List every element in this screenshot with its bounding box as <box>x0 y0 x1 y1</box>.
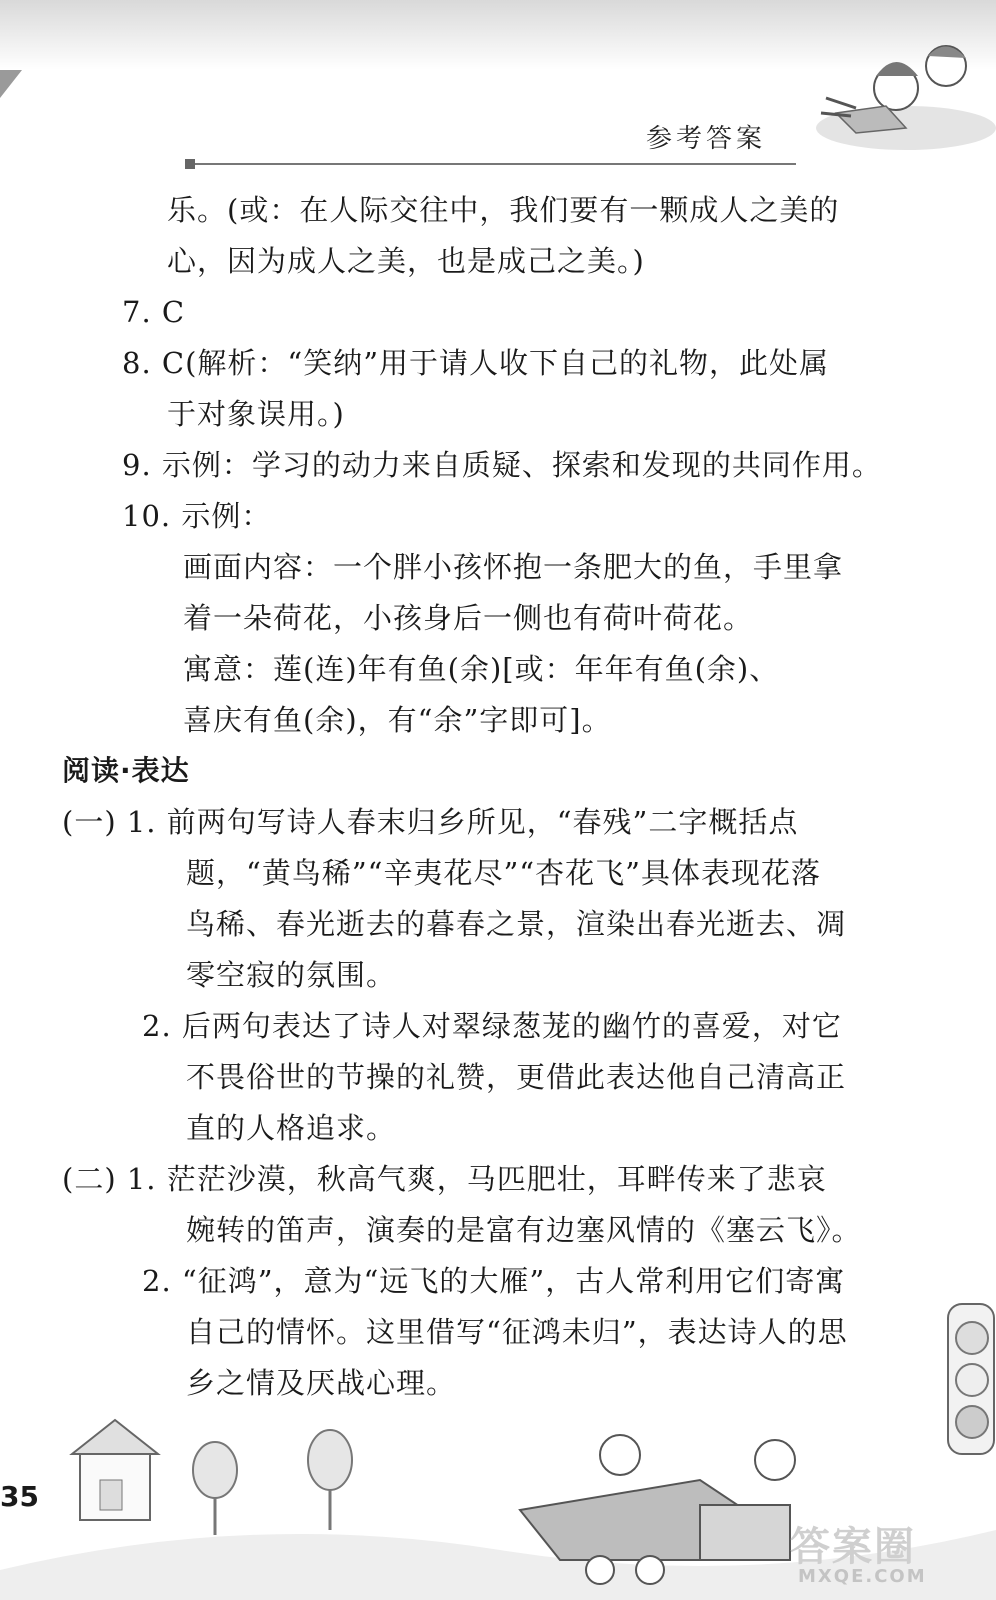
reading-part-1-q2: 2. 后两句表达了诗人对翠绿葱茏的幽竹的喜爱，对它 <box>142 1009 842 1043</box>
section-heading: 阅读·表达 <box>62 754 190 787</box>
text-line: 寓意：莲(连)年有鱼(余)[或：年年有鱼(余)、 <box>183 652 780 686</box>
text-line: 不畏俗世的节操的礼赞，更借此表达他自己清高正 <box>186 1060 847 1094</box>
page-number: 35 <box>0 1480 39 1513</box>
reading-part-1-q1: (一) 1. 前两句写诗人春末归乡所见，“春残”二字概括点 <box>62 805 799 839</box>
text-line: 婉转的笛声，演奏的是富有边塞风情的《塞云飞》。 <box>186 1213 862 1247</box>
text-line: 画面内容：一个胖小孩怀抱一条肥大的鱼，手里拿 <box>183 550 844 584</box>
answer-8: 8. C(解析：“笑纳”用于请人收下自己的礼物，此处属 <box>122 346 830 380</box>
text-line: 自己的情怀。这里借写“征鸿未归”，表达诗人的思 <box>186 1315 848 1349</box>
reading-part-2-q2: 2. “征鸿”，意为“远飞的大雁”，古人常利用它们寄寓 <box>142 1264 846 1298</box>
text-line: 鸟稀、春光逝去的暮春之景，渲染出春光逝去、凋 <box>186 907 847 941</box>
text-line: 直的人格追求。 <box>186 1111 397 1145</box>
corner-decoration <box>0 70 22 98</box>
answer-10: 10. 示例： <box>122 499 272 533</box>
text-line: 乡之情及厌战心理。 <box>186 1366 457 1400</box>
text-line: 题，“黄鸟稀”“辛夷花尽”“杏花飞”具体表现花落 <box>186 856 821 890</box>
text-line: 喜庆有鱼(余)，有“余”字即可]。 <box>183 703 612 737</box>
page-header-title: 参考答案 <box>646 124 767 154</box>
answer-7: 7. C <box>122 295 186 329</box>
text-line: 着一朵荷花，小孩身后一侧也有荷叶荷花。 <box>183 601 754 635</box>
text-line: 心，因为成人之美，也是成己之美。) <box>167 244 645 278</box>
answer-9: 9. 示例：学习的动力来自质疑、探索和发现的共同作用。 <box>122 448 882 482</box>
children-illustration <box>796 18 996 168</box>
reading-part-2-q1: (二) 1. 茫茫沙漠，秋高气爽，马匹肥壮，耳畔传来了悲哀 <box>62 1162 827 1196</box>
text-line: 乐。(或：在人际交往中，我们要有一颗成人之美的 <box>167 193 840 227</box>
header-divider-marker <box>185 159 195 169</box>
header-divider <box>186 163 796 165</box>
watermark-logo: 答案圈 <box>790 1524 916 1570</box>
text-line: 于对象误用。) <box>167 397 345 431</box>
text-line: 零空寂的氛围。 <box>186 958 397 992</box>
watermark-url: MXQE.COM <box>798 1566 927 1587</box>
